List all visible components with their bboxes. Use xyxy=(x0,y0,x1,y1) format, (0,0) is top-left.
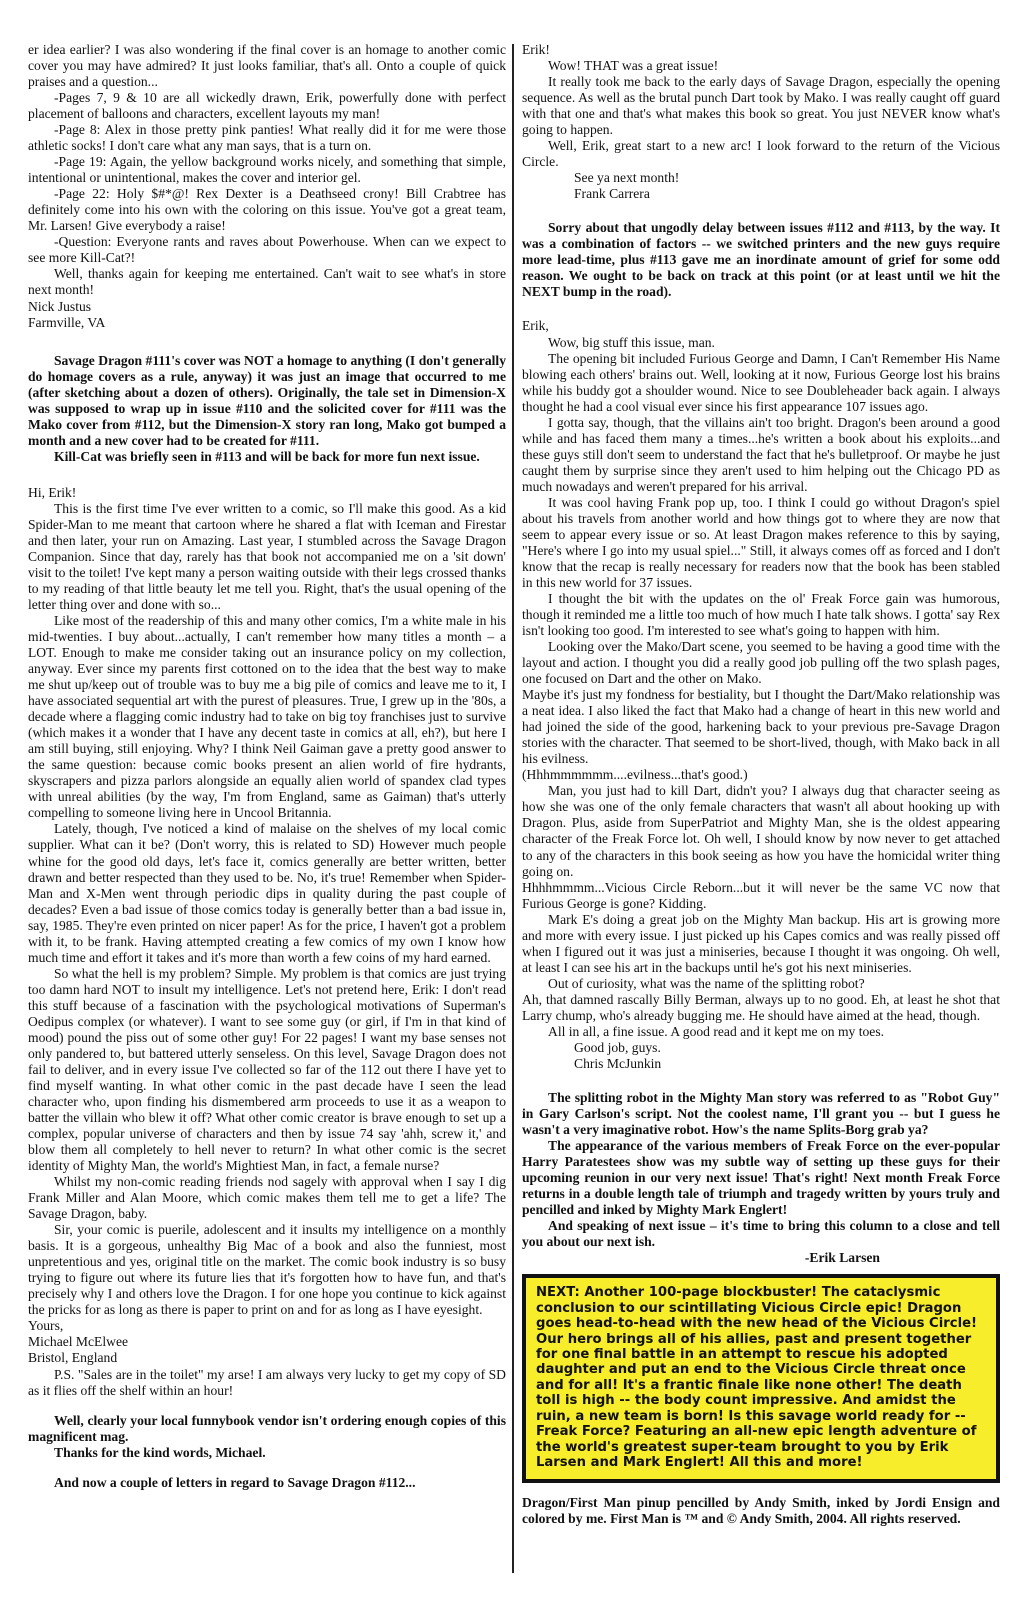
letter-text: Well, thanks again for keeping me entertained. Can't wait to see what's in store next month! xyxy=(28,266,506,298)
letter-text: All in all, a fine issue. A good read and it kept me on my toes. xyxy=(548,1023,885,1039)
letter-text: (Hhhmmmmmm....evilness...that's good.) xyxy=(522,767,748,783)
letter-text: Well, Erik, great start to a new arc! I look forward to the return of the Vicious Circle. xyxy=(522,138,1000,170)
left-column xyxy=(28,42,506,1591)
editor-reply: Well, clearly your local funnybook vendor isn't ordering enough copies of this magnificent mag. xyxy=(28,1412,506,1444)
letter-text: Lately, though, I've noticed a kind of malaise on the shelves of my local comic supplier. What can it be? (Don't worry, this is related to SD) However much people whine for the good old days, let's face it, comics generally are better written, better drawn and better respected than they used to be. No, it's true! Remember when Spider-Man and X-Men went through periodic dips in quality during the past couple of decades? Even a bad issue of those comics today is generally better than a bad issue in, say, 1985. They're even printed on nicer paper! As for the price, I haven't got a problem with it, to be frank. Having attempted creating a few comics of my own I know how much time and effort it takes and it's more than worth a few coins of my hard earned. xyxy=(28,821,506,965)
letter-text: Whilst my non-comic reading friends nod sagely with approval when I say I dig Frank Miller and Alan Moore, which comic makes them tell me to get a life? The Savage Dragon, baby. xyxy=(28,1174,506,1222)
signature-closing: See ya next month! xyxy=(574,170,680,186)
letter-text: -Page 19: Again, the yellow background works nicely, and something that simple, intentional or unintentional, makes the cover and interior gel. xyxy=(28,154,506,186)
letter-greeting: Erik, xyxy=(522,318,549,334)
signature-place: Bristol, England xyxy=(28,1350,118,1366)
right-column xyxy=(522,42,1000,1591)
editor-reply: Sorry about that ungodly delay between issues #112 and #113, by the way. It was a combination of factors -- we switched printers and the new guys require more lead-time, plus #113 gave me an inordinate amount of grief for some odd reason. We ought to be back on track at this point (or at least until we hit the NEXT bump in the road). xyxy=(522,220,1000,300)
letter-text: So what the hell is my problem? Simple. My problem is that comics are just trying too damn hard NOT to insult my intelligence. Let's not pretend here, Erik: I don't read this stuff because of a fascination with the psychological motivations of Superman's Oedipus complex (or whatever). I want to see some guy (or girl, if I'm in that kind of mood) pound the piss out of some other guy! For 22 pages! I want my base senses not only pandered to, but battered utterly senseless. On this level, Savage Dragon does not fail to deliver, and in every issue I've collected so far of the 112 out there I have yet to find myself wanting. In what other comic in the past decade have I seen the lead character who, upon finding his dismembered arm proceeds to use it as a weapon to batter the villain who blew it off? What other comic creator is brave enough to set up a complex, popular universe of characters and then by issue 74 say 'ahh, screw it,' and blow them all completely to hell never to return? In what other comic is the secret identity of Mighty Man, the world's Mightiest Man, in fact, a female nurse? xyxy=(28,965,506,1174)
letter-text: Out of curiosity, what was the name of the splitting robot? xyxy=(548,975,865,991)
column-divider xyxy=(512,44,514,1573)
letter-text: Hhhhmmmm...Vicious Circle Reborn...but it will never be the same VC now that Furious George is gone? Kidding. xyxy=(522,879,1000,911)
letter-greeting: Erik! xyxy=(522,42,550,57)
letter-text: Like most of the readership of this and many other comics, I'm a white male in his mid-twenties. I buy about...actually, I can't remember how many titles a month – a LOT. Enough to make me consider taking out an insurance policy on my collection, anyway. Ever since my parents first cottoned on to the idea that the best way to make me shut up/keep out of trouble was to buy me a big pile of comics and leave me to it, I have associated sequential art with the purest of pleasures. True, I grew up in the '80s, a decade where a flagging comic industry had to take on big toy franchises just to survive (which makes it a wonder that I have any decent taste in comics at all, eh?), but here I am still buying, still enjoying. Why? I think Neil Gaiman gave a pretty good answer to the same question: because comic books present an alien world of fire hydrants, skyscrapers and pizza parlors alongside an equally alien world of spandex clad types with unreal abilities (by the way, I'm from England, same as Gaiman) that's utterly compelling to someone living here in Uncool Britannia. xyxy=(28,613,506,821)
editor-signoff: -Erik Larsen xyxy=(804,1250,880,1266)
editor-reply: The splitting robot in the Mighty Man story was referred to as "Robot Guy" in Gary Carlson's script. Not the coolest name, I'll grant you -- but I guess he wasn't a very imaginative robot. How's the name Splits-Borg grab ya? xyxy=(522,1089,1000,1137)
pinup-credit: Dragon/First Man pinup pencilled by Andy Smith, inked by Jordi Ensign and colored by me. First Man is ™ and © Andy Smith, 2004. All rights reserved. xyxy=(522,1494,1000,1526)
letter-text: I gotta say, though, that the villains ain't too bright. Dragon's been around a good while and has faced them many a times...he's written a book about his exploits...and these guys still don't seem to understand the fact that he's bulletproof. Or maybe he just caught them by surprise since they aren't used to him helping out the Chicago PD as much nowadays and weren't prepared for his arrival. xyxy=(522,414,1000,494)
signature-name: Chris McJunkin xyxy=(574,1055,662,1071)
next-issue-box: NEXT: Another 100-page blockbuster! The cataclysmic conclusion to our scintillating Vicious Circle epic! Dragon goes head-to-head with the new head of the Vicious Circle! Our hero brings all of his allies, past and present together for one final battle in an attempt to rescue his adopted daughter and put an end to the Vicious Circle threat once and for all! It's a frantic finale like none other! The death toll is high -- the body count impressive. And amidst the ruin, a new team is born! Is this savage world ready for -- Freak Force? Featuring an all-new epic length adventure of the world's greatest super-team brought to you by Erik Larsen and Mark Englert! All this and more! xyxy=(522,1274,1000,1482)
editor-reply: Savage Dragon #111's cover was NOT a homage to anything (I don't generally do homage covers as a rule, anyway) it was just an image that occurred to me (after sketching about a dozen of others). Originally, the tale set in Dimension-X was supposed to wrap up in issue #110 and the solicited cover for #111 was the Mako cover from #112, but the Dimension-X story ran long, Mako got bumped a month and a new cover had to be created for #111. xyxy=(28,352,506,448)
editor-reply: Thanks for the kind words, Michael. xyxy=(54,1444,266,1460)
letter-text: The opening bit included Furious George and Damn, I Can't Remember His Name blowing each others' brains out. Well, looking at it now, Furious George lost his brains while his buddy got a shoulder wound. Nice to see Doubleheader back again. I always thought he had a cool visual ever since his first appearance 107 issues ago. xyxy=(522,350,1000,414)
letter-text: This is the first time I've ever written to a comic, so I'll make this good. As a kid Spider-Man to me meant that cartoon where he shared a flat with Iceman and Firestar and then later, your run on Amazing. Last year, I stumbled across the Savage Dragon Companion. Since that day, rarely has that book not accompanied me on a 'sit down' visit to the toilet! I've kept many a person waiting outside with their legs crossed thanks to my reading of that little beauty let me tell you. Right, that's the usual opening of the letter thing over and done with so... xyxy=(28,500,506,612)
signature-place: Farmville, VA xyxy=(28,314,106,330)
editor-reply: The appearance of the various members of Freak Force on the ever-popular Harry Paratestees show was my subtle way of setting up these guys for their upcoming reunion in our very next issue! That's right! Next month Freak Force returns in a double length tale of triumph and tragedy written by yours truly and pencilled and inked by Mighty Mark Englert! xyxy=(522,1138,1000,1218)
editor-reply: Kill-Cat was briefly seen in #113 and will be back for more fun next issue. xyxy=(54,448,480,464)
letter-text: It was cool having Frank pop up, too. I think I could go without Dragon's spiel about his travels from another world and how things got to where they are now that seem to appear every issue or so. At least Dragon makes reference to this by saying, "Here's where I go into my usual spiel..." Still, it always comes off as forced and I don't know that the recap is really necessary for readers now that the book has been stabled in this new world for 37 issues. xyxy=(522,494,1000,590)
letter-text: Wow! THAT was a great issue! xyxy=(548,58,719,74)
letter-text: It really took me back to the early days of Savage Dragon, especially the opening sequence. As well as the brutal punch Dart took by Mako. I was really caught off guard with that one and that's what makes this book so great. You just NEVER know what's going to happen. xyxy=(522,74,1000,138)
letter-text: Sir, your comic is puerile, adolescent and it insults my intelligence on a monthly basis. It is a gorgeous, unhealthy Big Mac of a book and also the funniest, most unpretentious and yes, original title on the market. The comic book industry is so busy trying to figure out where its future lies that it's forgotten how to have fun, and that's precisely why I and others love the Dragon. I for one hope you continue to kick against the pricks for as long as there is paper to print on and for as long as I have eyesight. xyxy=(28,1222,506,1318)
letter-greeting: Hi, Erik! xyxy=(28,484,77,500)
letter-text: I thought the bit with the updates on the ol' Freak Force gain was humorous, though it reminded me a little too much of how much I hate talk shows. I gotta' say Rex isn't looking too good. I'm interested to see what's going to happen with him. xyxy=(522,591,1000,639)
letter-text: er idea earlier? I was also wondering if the final cover is an homage to another comic cover you may have admired? It just looks familiar, that's all. Onto a couple of quick praises and a question... xyxy=(28,42,506,90)
letter-text: Man, you just had to kill Dart, didn't you? I always dug that character seeing as how she was one of the only female characters that wasn't all about hooking up with Dragon. Plus, aside from SuperPatriot and Mighty Man, she is the oldest appearing character of the Freak Force lot. Oh well, I should know by now never to get attached to any of the characters in this book seeing as how you have the homicidal writer thing going on. xyxy=(522,783,1000,879)
signature-name: Michael McElwee xyxy=(28,1334,129,1350)
letter-text: -Page 8: Alex in those pretty pink panties! What really did it for me were those athletic socks! I don't care what any man says, that is a turn on. xyxy=(28,122,506,154)
signature-name: Nick Justus xyxy=(28,298,92,314)
signature-name: Frank Carrera xyxy=(574,186,650,202)
letter-text: Looking over the Mako/Dart scene, you seemed to be having a good time with the layout and action. I thought you did a really good job pulling off the two splash pages, one focused on Dart and the other on Mako. xyxy=(522,639,1000,687)
letter-text: -Pages 7, 9 & 10 are all wickedly drawn, Erik, powerfully done with perfect placement of balloons and characters, excellent layouts my man! xyxy=(28,90,506,122)
letter-text: Maybe it's just my fondness for bestiality, but I thought the Dart/Mako relationship was a neat idea. I also liked the fact that Mako had a change of heart in this new world and had joined the side of the good, harkening back to your previous pre-Savage Dragon stories with the character. That seemed to be short-lived, though, with Mako back in all his evilness. xyxy=(522,687,1000,767)
letter-text: -Question: Everyone rants and raves about Powerhouse. When can we expect to see more Kill-Cat?! xyxy=(28,234,506,266)
letter-text: Mark E's doing a great job on the Mighty Man backup. His art is growing more and more with every issue. I just picked up his Capes comics and was really pissed off when I figured out it was just a miniseries, because I thought it was ongoing. Oh well, at least I can see his art in the backups until he's got his next miniseries. xyxy=(522,911,1000,975)
editor-reply: And now a couple of letters in regard to Savage Dragon #112... xyxy=(54,1474,416,1490)
editor-reply: And speaking of next issue – it's time to bring this column to a close and tell you about our next ish. xyxy=(522,1218,1000,1250)
signature-closing: Good job, guys. xyxy=(574,1039,661,1055)
letter-postscript: P.S. "Sales are in the toilet" my arse! I am always very lucky to get my copy of SD as it flies off the shelf within an hour! xyxy=(28,1366,506,1398)
signature-closing: Yours, xyxy=(28,1318,64,1334)
letter-text: Ah, that damned rascally Billy Berman, always up to no good. Eh, at least he shot that Larry chump, who's already bugging me. He should have aimed at the head, though. xyxy=(522,991,1000,1023)
letter-text: Wow, big stuff this issue, man. xyxy=(548,334,715,350)
letter-text: -Page 22: Holy $#*@! Rex Dexter is a Deathseed crony! Bill Crabtree has definitely come into his own with the coloring on this issue. You've got a great team, Mr. Larsen! Give everybody a raise! xyxy=(28,186,506,234)
